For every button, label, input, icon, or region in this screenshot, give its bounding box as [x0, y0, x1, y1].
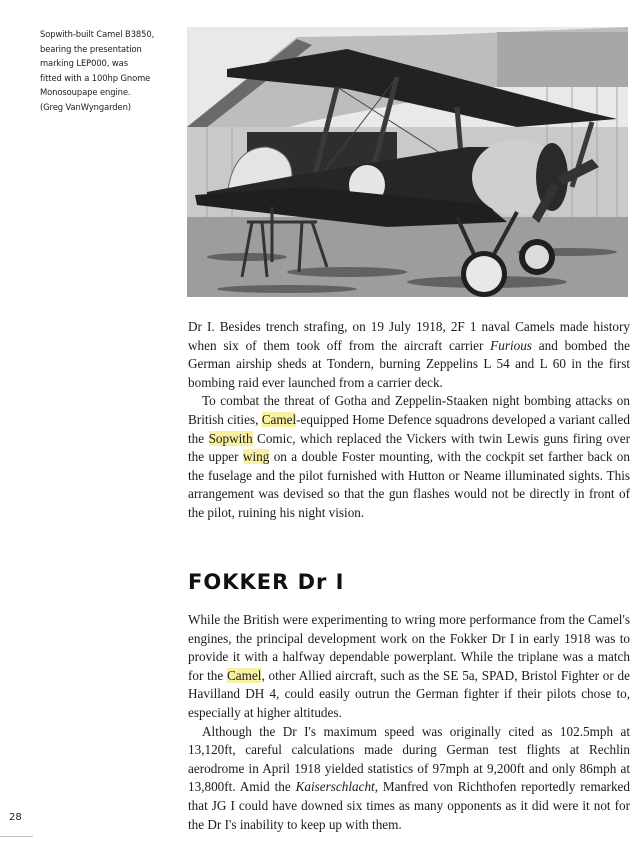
- highlighted-term: Camel: [261, 411, 297, 427]
- caption-line: bearing the presentation: [40, 43, 142, 54]
- paragraph: Although the Dr I's maximum speed was originally cited as 102.5mph at 13,120ft, careful calculations made during German test flights at Rechlin aerodrome in April 1918 yielded statistics of 97mph at 9,200ft and only 86mph at 13,800ft. Amid the Kaiserschlacht, Manfred von Richthofen reportedly remarked that JG I could have downed six times as many opponents as it did were it not for the Dr I's inability to keep up with them.: [188, 723, 630, 832]
- caption-credit: (Greg VanWyngarden): [40, 101, 131, 112]
- body-section-2: [188, 611, 630, 834]
- paragraph: Dr I. Besides trench strafing, on 19 July 1918, 2F 1 naval Camels made history when six of them took off from the aircraft carrier Furious and bombed the German airship sheds at Tondern, burning Zeppelins L 54 and L 60 in the first bombing raid ever launched from a carrier deck.: [188, 319, 630, 390]
- highlighted-term: wing: [242, 449, 270, 465]
- page-number: 28: [9, 812, 22, 823]
- caption-line: Monosoupape engine.: [40, 87, 131, 98]
- caption-line: fitted with a 100hp Gnome: [40, 72, 151, 83]
- section-heading: FOKKER Dr I: [188, 570, 345, 594]
- body-section-1: [188, 318, 630, 523]
- caption-line: marking LEP000, was: [40, 58, 128, 69]
- highlighted-term: Camel: [227, 667, 262, 683]
- photo-caption: [40, 27, 175, 115]
- highlighted-term: Sopwith: [208, 430, 253, 446]
- operation-name-italic: Kaiserschlacht: [295, 779, 375, 795]
- page-number-rule: [0, 836, 33, 837]
- paragraph: To combat the threat of Gotha and Zeppelin-Staaken night bombing attacks on British cities, Camel-equipped Home Defence squadrons developed a variant called the Sopwith Comic, which replaced the Vickers with twin Lewis guns firing over the upper wing on a double Foster mounting, with the cockpit set farther back on the fuselage and the pilot furnished with Hutton or Neame illuminated sights. This arrangement was devised so that the gun flashes would not be directly in front of the pilot, ruining his night vision.: [188, 393, 630, 520]
- sopwith-camel-photo: [187, 27, 628, 297]
- paragraph: While the British were experimenting to wring more performance from the Camel's engines, the principal development work on the Fokker Dr I in early 1918 was to provide it with a halfway dependable powerplant. While the triplane was a match for the Camel, other Allied aircraft, such as the SE 5a, SPAD, Bristol Fighter or de Havilland DH 4, could easily outrun the German fighter if their pilots chose to, especially at higher altitudes.: [188, 612, 630, 720]
- biplane-photo-illustration: [187, 27, 628, 297]
- ship-name-italic: Furious: [490, 337, 532, 353]
- caption-line: Sopwith-built Camel B3850,: [40, 29, 155, 39]
